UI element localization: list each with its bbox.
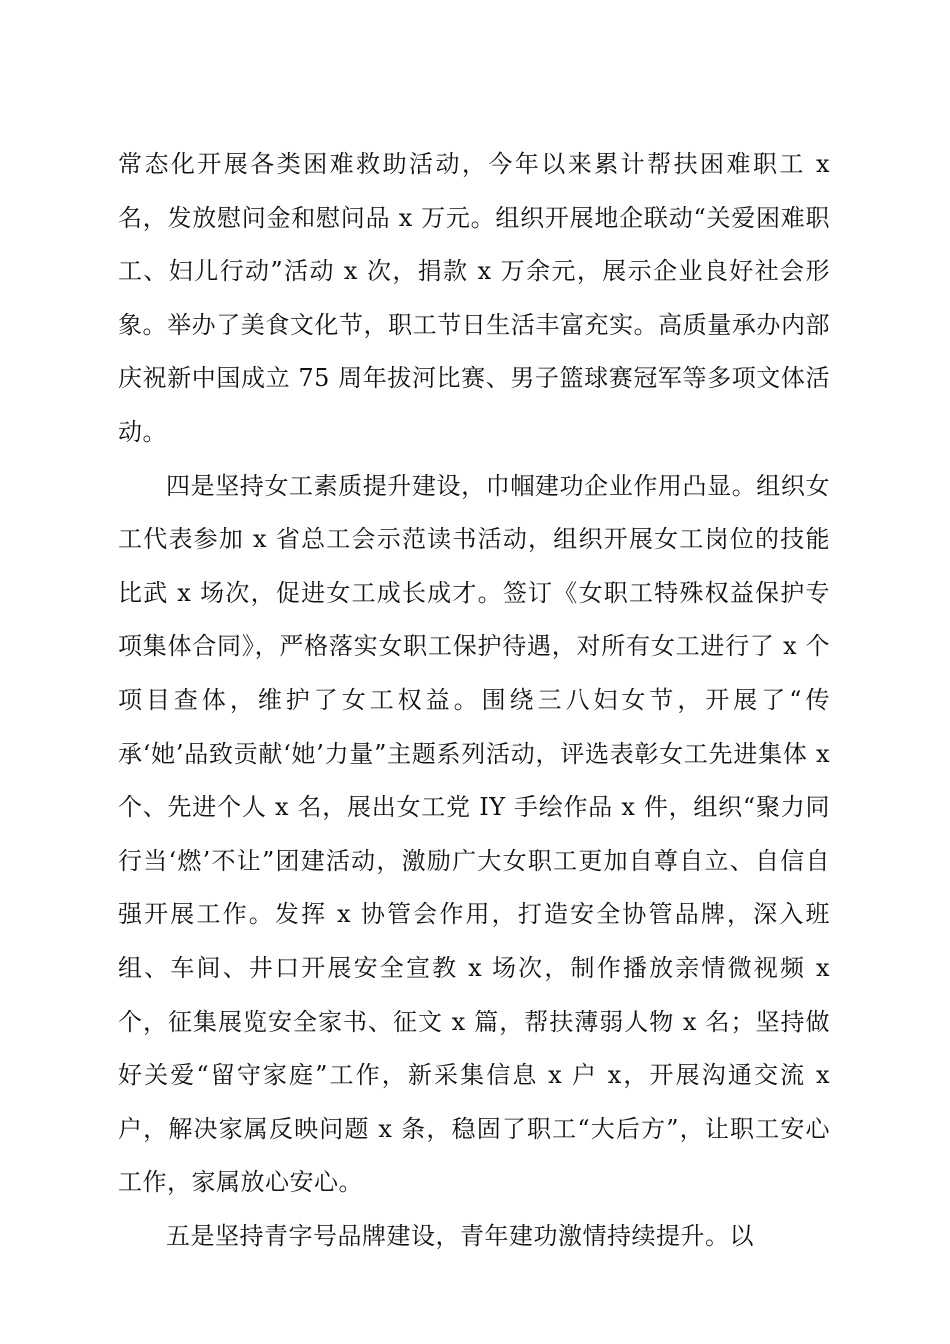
paragraph-youth-brand: 五是坚持青字号品牌建设，青年建功激情持续提升。以: [166, 1221, 754, 1250]
paragraph-relief-activities: 常态化开展各类困难救助活动，今年以来累计帮扶困难职工 x 名，发放慰问金和慰问品 x 万元。组织开展地企联动“关爱困难职工、妇儿行动”活动 x 次，捐款 x 万余元，展示企业良好社会形象。举办了美食文化节，职工节日生活丰富充实。高质量承办内部庆祝新中国成立 75 周年拔河比赛、男子篮球赛冠军等多项文体活动。: [118, 150, 830, 446]
document-body: [118, 138, 830, 1263]
paragraph-female-workers: 四是坚持女工素质提升建设，巾帼建功企业作用凸显。组织女工代表参加 x 省总工会示范读书活动，组织开展女工岗位的技能比武 x 场次，促进女工成长成才。签订《女职工特殊权益保护专项集体合同》，严格落实女职工保护待遇，对所有女工进行了 x 个项目查体，维护了女工权益。围绕三八妇女节，开展了“传承‘她’品致贡献‘她’力量”主题系列活动，评选表彰女工先进集体 x 个、先进个人 x 名，展出女工党 IY 手绘作品 x 件，组织“聚力同行当‘燃’不让”团建活动，激励广大女职工更加自尊自立、自信自强开展工作。发挥 x 协管会作用，打造安全协管品牌，深入班组、车间、井口开展安全宣教 x 场次，制作播放亲情微视频 x 个，征集展览安全家书、征文 x 篇，帮扶薄弱人物 x 名；坚持做好关爱“留守家庭”工作，新采集信息 x 户 x，开展沟通交流 x 户，解决家属反映问题 x 条，稳固了职工“大后方”，让职工安心工作，家属放心安心。: [118, 471, 830, 1197]
